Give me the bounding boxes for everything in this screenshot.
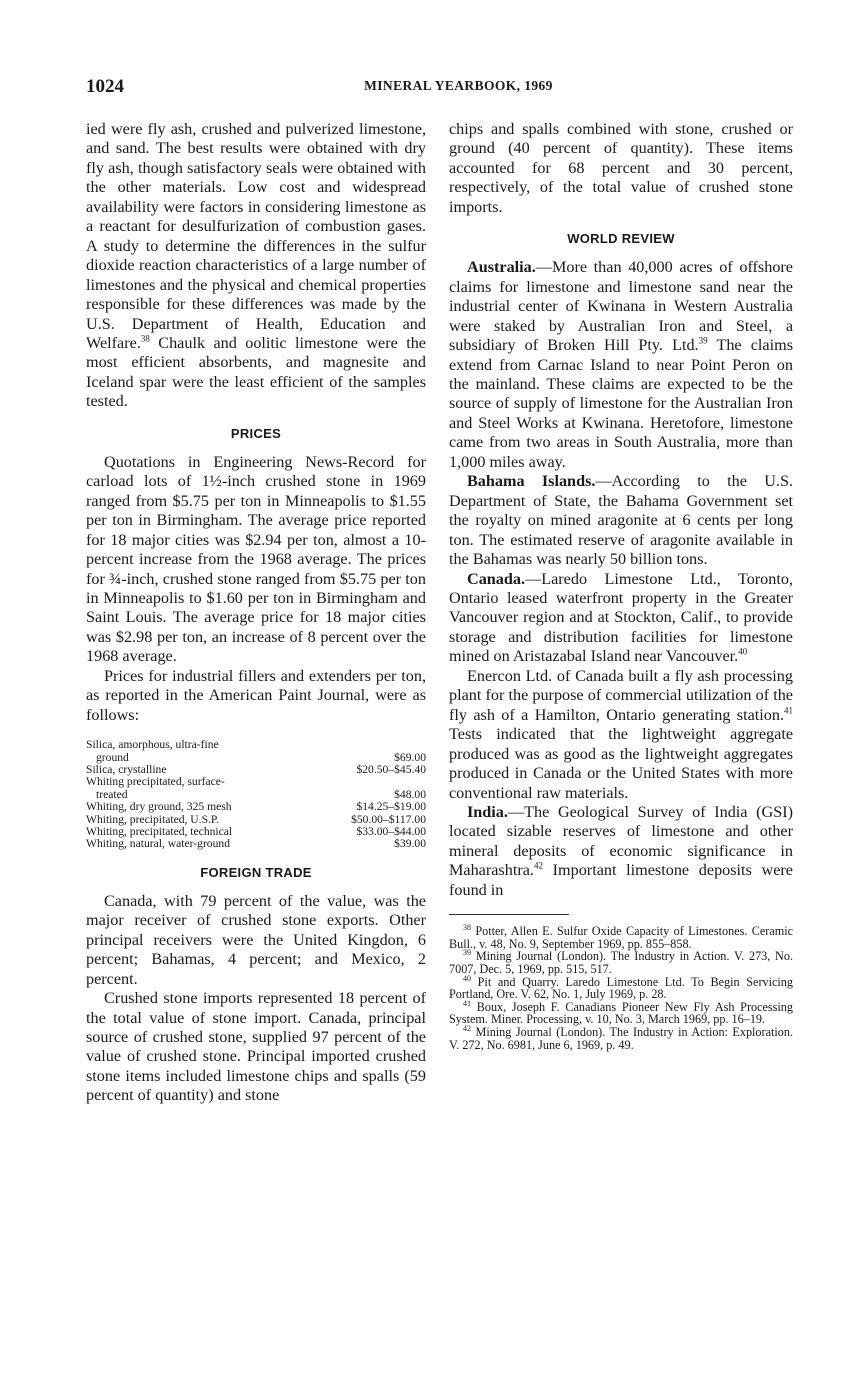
price-row (86, 739, 426, 751)
price-item: Whiting, dry ground, 325 mesh (86, 800, 232, 814)
paragraph-india: India.—The Geological Survey of India (GSI) located sizable reserves of limestone and other mineral deposits of economic significance in Maharashtra.$^{42}$ Important limestone deposits were found in (449, 802, 793, 899)
footnote (449, 998, 793, 1027)
price-value: $39.00 (394, 837, 426, 851)
paragraph-bahama: Bahama Islands.—According to the U.S. Department of State, the Bahama Government set the royalty on mined aragonite at 6 cents per long ton. The estimated reserve of aragonite available in the Bahamas was nearly 50 billion tons. (449, 472, 793, 569)
price-item: Silica, amorphous, ultra-fine (86, 738, 219, 752)
price-row (86, 776, 426, 788)
footnote-text: Boux, Joseph F. Canadians Pioneer New Fly Ash Processing System. Miner. Processing, v. 10, No. 3, March 1969, pp. 16–19. (449, 999, 793, 1027)
paragraph: Quotations in Engineering News-Record for carload lots of 1½-inch crushed stone in 1969 ranged from $5.75 per ton in Minneapolis to $1.55 per ton in Birmingham. The average price reported for 18 major cities was $2.94 per ton, almost a 10-percent increase from the 1968 average. The prices for ¾-inch, crushed stone ranged from $5.75 per ton in Minneapolis to $1.60 per ton in Birmingham and Saint Louis. The average price for 18 major cities was $2.98 per ton, an increase of 8 percent over the 1968 average. (86, 452, 426, 666)
price-row (86, 838, 426, 850)
paragraph-enercon: Enercon Ltd. of Canada built a fly ash processing plant for the purpose of commercial utilization of the fly ash of a Hamilton, Ontario generating station.$^{41}$ Tests indicated that the lightweight aggregate produced was as good as the lightweight aggregates produced in Canada or the United States with more conventional raw materials. (449, 666, 793, 802)
footnotes (449, 925, 793, 1051)
footnote-text: Mining Journal (London). The Industry in Action. V. 273, No. 7007, Dec. 5, 1969, pp. 515, 517. (449, 949, 793, 976)
footnote-text: Pit and Quarry. Laredo Limestone Ltd. To Begin Servicing Portland, Ore. V. 62, No. 1, July 1969, p. 28. (449, 974, 793, 1002)
page-number: 1024 (86, 76, 124, 97)
paragraph-australia: Australia.—More than 40,000 acres of offshore claims for limestone and limestone sand near the industrial center of Kwinana in Western Australia were staked by Australian Iron and Steel, a subsidiary of Broken Hill Pty. Ltd.$^{39}$ The claims extend from Carnac Island to near Point Peron on the mainland. These claims are expected to be the source of supply of limestone for the Australian Iron and Steel Works at Kwinana. Heretofore, limestone came from two areas in South Australia, more than 1,000 miles away. (449, 258, 793, 471)
price-value (334, 739, 426, 751)
price-value (334, 776, 426, 788)
price-value: $20.50–$45.40 (356, 762, 426, 776)
right-column (449, 120, 793, 1051)
section-heading-foreign-trade: FOREIGN TRADE (200, 864, 312, 880)
footnote-number: 39 (463, 948, 471, 958)
price-value: $50.00–$117.00 (351, 812, 426, 826)
country-lead: Bahama Islands. (467, 472, 596, 491)
running-head: MINERAL YEARBOOK, 1969 (364, 78, 553, 93)
price-value: $69.00 (394, 750, 426, 764)
footnote-ref: 40 (738, 646, 748, 657)
footnote-ref: 42 (533, 860, 543, 871)
paragraph: chips and spalls combined with stone, crushed or ground (40 percent of quantity). These items accounted for 68 percent and 30 percent, respectively, of the total value of crushed stone imports. (449, 120, 793, 216)
footnote-ref: 41 (784, 705, 793, 716)
country-lead: India. (467, 802, 508, 821)
country-lead: Australia. (467, 258, 536, 277)
footnote-ref: 38 (140, 333, 150, 344)
price-item: Whiting precipitated, surface- (86, 775, 225, 789)
price-table (86, 739, 426, 851)
paragraph-canada: Canada.—Laredo Limestone Ltd., Toronto, Ontario leased waterfront property in the Greater Vancouver region and at Stockton, Calif., to provide storage and distribution facilities for limestone mined on Aristazabal Island near Vancouver.$^{40}$ (449, 569, 793, 666)
country-lead: Canada. (467, 569, 526, 588)
footnote-divider (449, 914, 569, 915)
left-column (86, 120, 426, 1106)
footnote-number: 41 (463, 998, 471, 1008)
footnote (449, 973, 793, 1002)
section-heading-world-review: WORLD REVIEW (567, 231, 675, 247)
footnote-number: 40 (463, 973, 471, 983)
footnote-text: Mining Journal (London). The Industry in Action: Exploration. V. 272, No. 6981, June 6, 1969, p. 49. (449, 1024, 793, 1052)
price-item: ground (96, 750, 129, 764)
paragraph: ied were fly ash, crushed and pulverized limestone, and sand. The best results were obtained with dry fly ash, though satisfactory seals were obtained with the other materials. Low cost and widespread availability were factors in considering limestone as a reactant for desulfurization of combustion gases. A study to determine the differences in the sulfur dioxide reaction characteristics of a large number of limestones and the physical and chemical properties responsible for these differences was made by the U.S. Department of Health, Education and Welfare.$^{38}$ Chaulk and oolitic limestone were the most efficient absorbents, and magnesite and Iceland spar were the least efficient of the samples tested. (86, 120, 426, 411)
footnote-number: 42 (463, 1023, 471, 1033)
footnote (449, 1023, 793, 1052)
price-item: Whiting, natural, water-ground (86, 837, 230, 851)
price-item: Silica, crystalline (86, 762, 167, 776)
paragraph: Canada, with 79 percent of the value, was the major receiver of crushed stone exports. Other principal receivers were the United Kingdon, 6 percent; Bahamas, 4 percent; and Mexico, 2 percent. (86, 891, 426, 988)
footnote-number: 38 (463, 923, 471, 933)
section-heading-prices: PRICES (230, 425, 282, 441)
price-value: $14.25–$19.00 (356, 800, 426, 814)
price-item: treated (96, 787, 128, 801)
price-value: $48.00 (394, 787, 426, 801)
footnote (449, 950, 793, 975)
price-value: $33.00–$44.00 (356, 824, 426, 838)
price-row (86, 801, 426, 813)
paragraph: Prices for industrial fillers and extenders per ton, as reported in the American Paint Journal, were as follows: (86, 666, 426, 724)
page-header (86, 76, 831, 100)
price-item: Whiting, precipitated, U.S.P. (86, 812, 219, 826)
footnote-ref: 39 (698, 335, 708, 346)
footnote (449, 925, 793, 950)
price-item: Whiting, precipitated, technical (86, 824, 233, 838)
footnote-text: Potter, Allen E. Sulfur Oxide Capacity of Limestones. Ceramic Bull., v. 48, No. 9, September 1969, pp. 855–858. (449, 924, 793, 951)
paragraph: Crushed stone imports represented 18 percent of the total value of stone import. Canada, principal source of crushed stone, supplied 97 percent of the value of crushed stone. Principal imported crushed stone items included limestone chips and spalls (59 percent of quantity) and stone (86, 989, 426, 1105)
